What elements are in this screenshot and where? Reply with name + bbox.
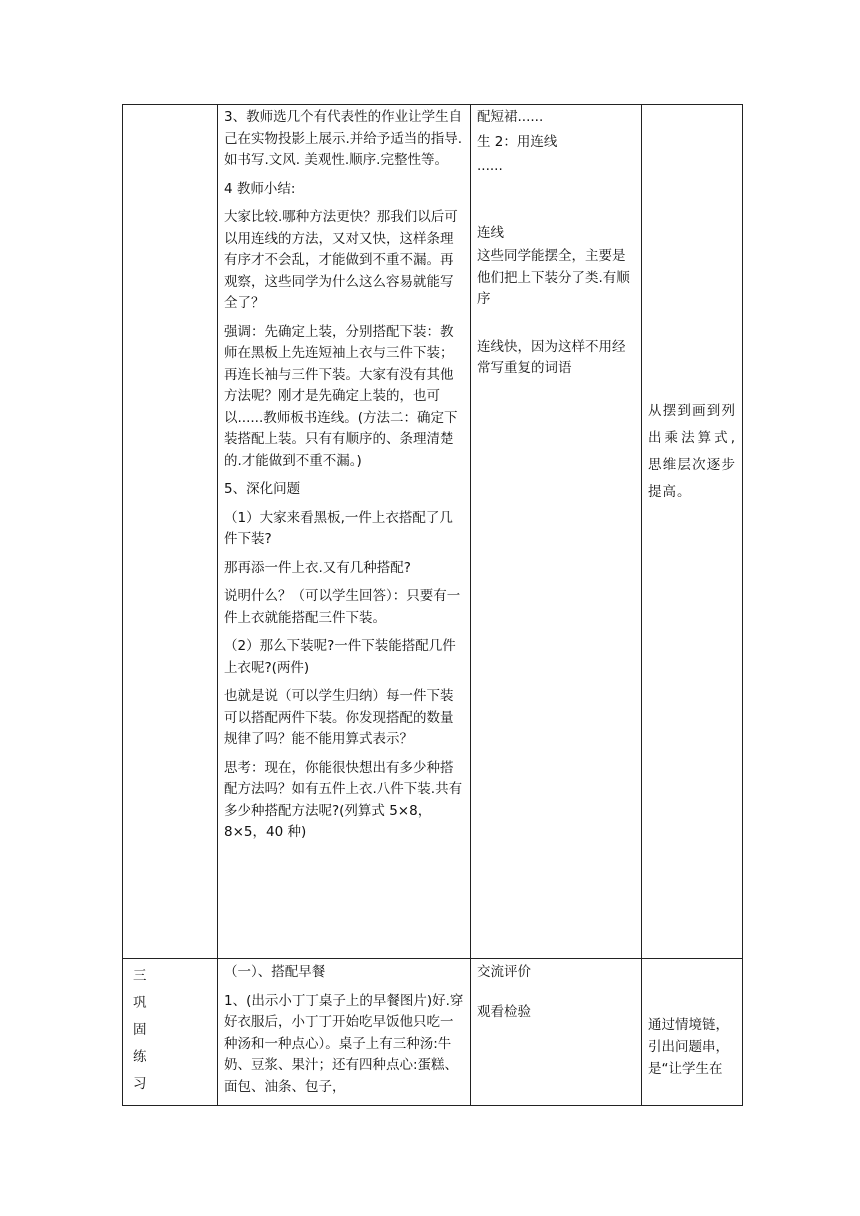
student-note: 连线快，因为这样不用经常写重复的词语 xyxy=(477,338,626,376)
paragraph: 那再添一件上衣.又有几种搭配? xyxy=(224,559,411,576)
paragraph: 思考：现在，你能很快想出有多少种搭配方法吗？如有五件上衣.八件下装.共有多少种搭配方法呢?(列算式 5×8，8×5，40 种) xyxy=(224,759,463,840)
stage-char: 巩 xyxy=(133,995,147,1011)
student-activity-cell xyxy=(471,959,642,1106)
paragraph: （1）大家来看黑板,一件上衣搭配了几件下装? xyxy=(224,509,453,547)
student-line: 交流评价 xyxy=(477,964,531,980)
teacher-activity-cell xyxy=(218,105,471,959)
stage-char: 练 xyxy=(133,1049,147,1065)
paragraph: 大家比较.哪种方法更快？那我们以后可以用连线的方法，又对又快，这样条理有序才不会乱，才能做到不重不漏。再观察，这些同学为什么这么容易就能写全了？ xyxy=(224,209,458,311)
student-activity-cell xyxy=(471,105,642,959)
paragraph: 强调：先确定上装，分别搭配下装：教师在黑板上先连短袖上衣与三件下装；再连长袖与三件下装。大家有没有其他方法呢？刚才是先确定上装的，也可以......教师板书连线。(方法二：确定下装搭配上装。只有有顺序的、条理清楚的.才能做到不重不漏。) xyxy=(224,323,458,469)
stage-char: 习 xyxy=(133,1076,147,1092)
paragraph: （2）那么下装呢?一件下装能搭配几件上衣呢?(两件) xyxy=(224,638,456,676)
student-label: 连线 xyxy=(477,224,504,241)
stage-char: 固 xyxy=(133,1022,147,1038)
design-intent-cell xyxy=(642,959,743,1106)
paragraph: 5、深化问题 xyxy=(224,481,301,497)
paragraph: 3、教师选几个有代表性的作业让学生自己在实物投影上展示.并给予适当的指导.如书写.文风. 美观性.顺序.完整性等。 xyxy=(224,109,463,168)
student-line: ...... xyxy=(477,158,503,174)
teacher-activity-cell xyxy=(218,959,471,1106)
table-row xyxy=(123,959,743,1106)
design-intent-cell xyxy=(642,105,743,959)
table-row xyxy=(123,105,743,959)
student-note: 这些同学能摆全，主要是他们把上下装分了类.有顺序 xyxy=(477,248,630,307)
paragraph: 说明什么？（可以学生回答）：只要有一件上衣就能搭配三件下装。 xyxy=(224,588,461,626)
lesson-plan-table xyxy=(122,104,743,1106)
student-line: 配短裙...... xyxy=(477,109,544,125)
paragraph: （一）、搭配早餐 xyxy=(224,964,326,980)
stage-cell xyxy=(123,105,218,959)
stage-cell xyxy=(123,959,218,1106)
stage-char: 三 xyxy=(133,968,147,984)
paragraph: 4 教师小结: xyxy=(224,180,296,197)
paragraph: 也就是说（可以学生归纳）每一件下装可以搭配两件下装。你发现搭配的数量规律了吗？能不能用算式表示？ xyxy=(224,688,454,747)
student-line: 生 2：用连线 xyxy=(477,133,558,150)
paragraph: 1、(出示小丁丁桌子上的早餐图片)好.穿好衣服后，小丁丁开始吃早饭他只吃一种汤和一种点心）。桌子上有三种汤:牛奶、豆浆、果汁；还有四种点心:蛋糕、面包、油条、包子， xyxy=(224,992,464,1095)
student-line: 观看检验 xyxy=(477,1003,531,1020)
design-intent-text: 从摆到画到列出乘法算式,思维层次逐步提高。 xyxy=(648,403,736,500)
design-intent-text: 通过情境链，引出问题串，是“让学生在 xyxy=(648,1017,729,1077)
